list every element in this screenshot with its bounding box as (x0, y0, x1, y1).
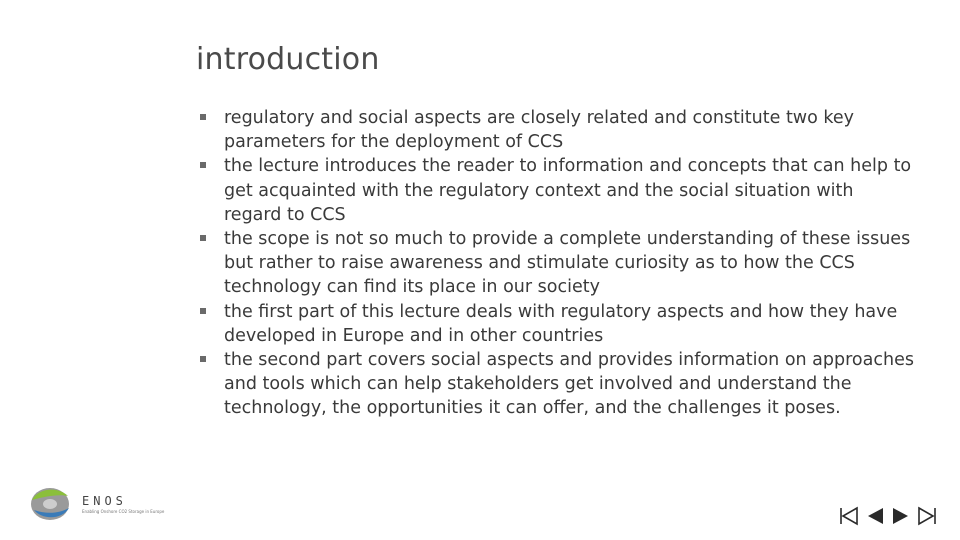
bullet-marker (200, 162, 206, 168)
bullet-marker (200, 308, 206, 314)
bullet-item (196, 348, 916, 421)
bullet-marker (200, 356, 206, 362)
first-slide-icon[interactable] (838, 505, 860, 527)
next-slide-icon[interactable] (890, 505, 912, 527)
logo-subtitle: Enabling Onshore CO2 Storage in Europe (82, 509, 165, 514)
bullet-text: the scope is not so much to provide a complete understanding of these issues but rather to raise awareness and stimulate curiosity as to how the CCS technology can find its place in our society (224, 229, 911, 298)
slide-navigation (838, 505, 938, 527)
previous-slide-icon[interactable] (864, 505, 886, 527)
bullet-list (196, 106, 916, 421)
logo-wordmark: ENOS (82, 494, 127, 508)
bullet-item (196, 227, 916, 300)
bullet-item (196, 154, 916, 227)
enos-logo (28, 484, 165, 524)
bullet-text: the first part of this lecture deals with regulatory aspects and how they have developed in Europe and in other countries (224, 301, 898, 346)
bullet-item (196, 300, 916, 348)
bullet-text: regulatory and social aspects are closely related and constitute two key parameters for the deployment of CCS (224, 108, 855, 153)
bullet-item (196, 106, 916, 154)
enos-globe-icon (28, 484, 76, 524)
bullet-marker (200, 235, 206, 241)
bullet-marker (200, 114, 206, 120)
slide-title: introduction (196, 42, 380, 77)
bullet-text: the second part covers social aspects and provides information on approaches and tools which can help stakeholders get involved and understand the technology, the opportunities it can offer, and the challenges it poses. (224, 350, 914, 419)
bullet-text: the lecture introduces the reader to information and concepts that can help to get acquainted with the regulatory context and the social situation with regard to CCS (224, 156, 912, 225)
last-slide-icon[interactable] (916, 505, 938, 527)
